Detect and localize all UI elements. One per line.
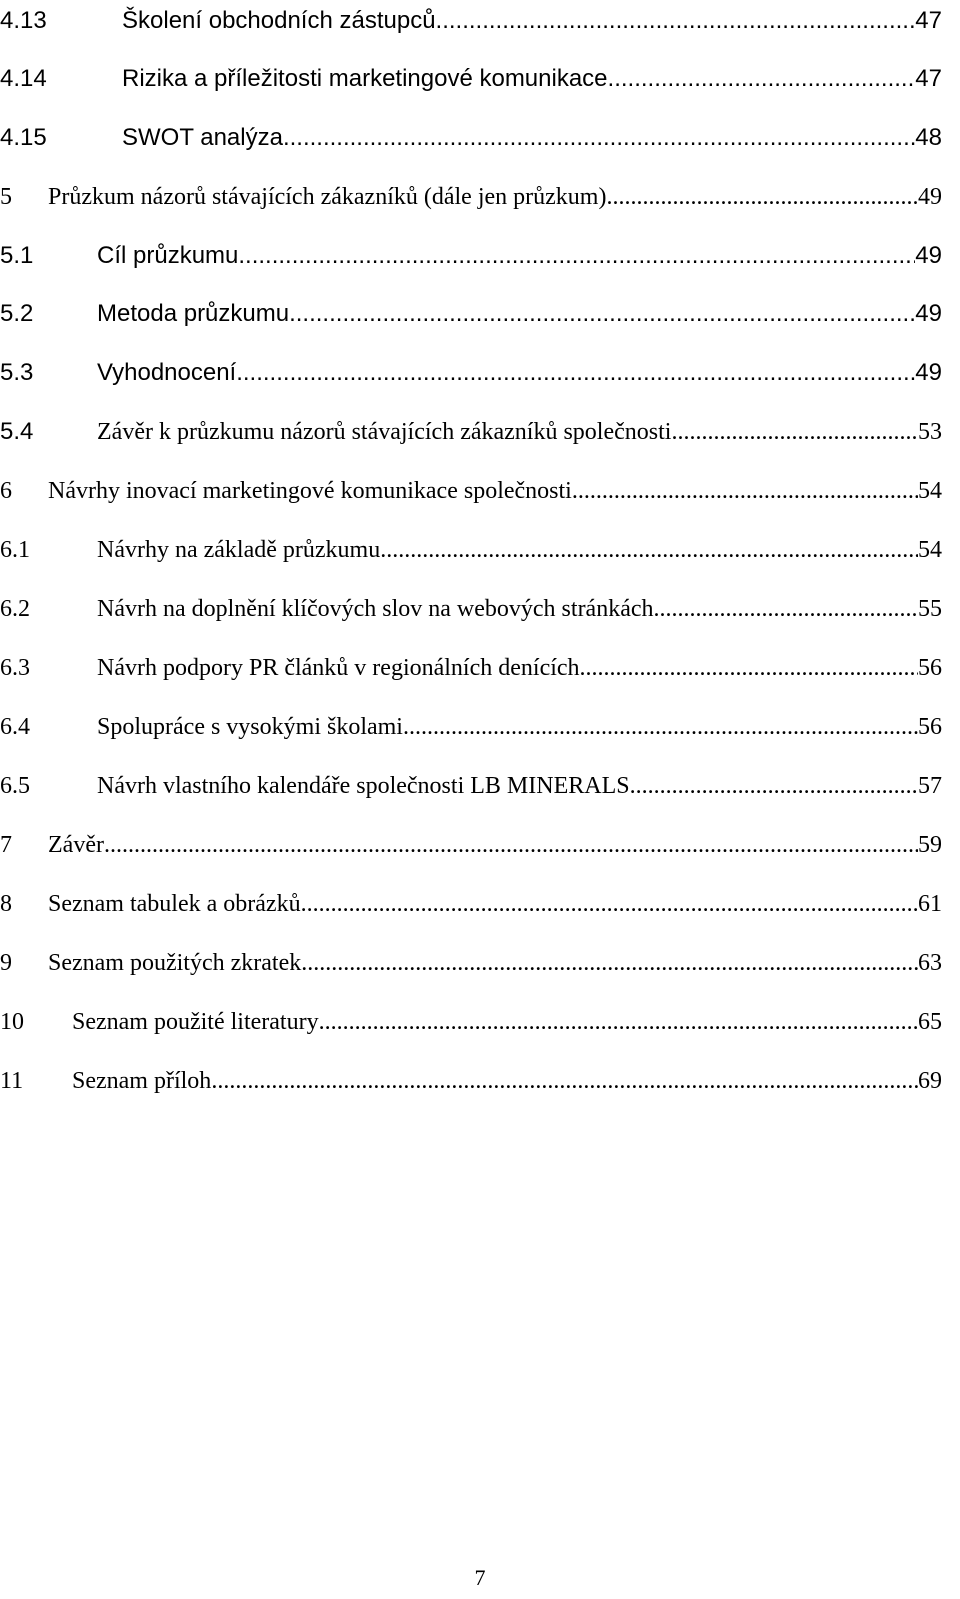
toc-entry-number: 5.4 <box>0 418 34 445</box>
toc-entry-title: Návrh vlastního kalendáře společnosti LB MINERALS <box>97 773 630 799</box>
toc-leader-dots <box>104 828 918 862</box>
toc-entry-content <box>122 62 942 96</box>
toc-leader-dots <box>630 769 918 803</box>
toc-entry[interactable] <box>0 769 960 803</box>
toc-entry-page: 48 <box>915 124 942 151</box>
toc-entry-title: Závěr <box>48 832 104 858</box>
toc-entry-content <box>122 4 942 38</box>
toc-entry-page: 47 <box>915 7 942 34</box>
toc-leader-dots <box>238 239 915 273</box>
toc-entry-title: Seznam použité literatury <box>72 1009 319 1035</box>
toc-leader-dots <box>580 651 918 685</box>
toc-entry[interactable] <box>0 121 960 155</box>
toc-entry-title: Vyhodnocení <box>97 359 237 386</box>
toc-entry-content <box>97 651 942 685</box>
toc-entry[interactable] <box>0 828 960 862</box>
toc-entry[interactable] <box>0 946 960 980</box>
toc-entry-title: SWOT analýza <box>122 124 283 151</box>
toc-entry-page: 63 <box>918 950 942 976</box>
toc-entry-page: 53 <box>918 419 942 445</box>
toc-entry-title: Cíl průzkumu <box>97 242 239 269</box>
toc-entry-page: 69 <box>918 1068 942 1094</box>
toc-entry-title: Školení obchodních zástupců <box>122 7 436 34</box>
toc-entry-number: 9 <box>0 950 12 976</box>
toc-entry-number: 11 <box>0 1068 24 1094</box>
toc-leader-dots <box>403 710 918 744</box>
toc-entry-content <box>48 828 942 862</box>
toc-entry[interactable] <box>0 710 960 744</box>
toc-entry-number: 6.2 <box>0 596 30 622</box>
toc-leader-dots <box>671 415 918 449</box>
toc-entry-number: 4.13 <box>0 7 47 34</box>
toc-entry-title: Návrhy na základě průzkumu <box>97 537 381 563</box>
toc-entry-number: 5.3 <box>0 359 34 386</box>
toc-entry-page: 57 <box>918 773 942 799</box>
toc-entry[interactable] <box>0 1005 960 1039</box>
toc-entry-number: 4.15 <box>0 124 47 151</box>
toc-entry-content <box>97 710 942 744</box>
toc-entry-content <box>97 769 942 803</box>
toc-entry-title: Seznam použitých zkratek <box>48 950 302 976</box>
toc-entry-title: Návrh na doplnění klíčových slov na webových stránkách <box>97 596 654 622</box>
toc-entry[interactable] <box>0 474 960 508</box>
toc-entry-number: 6.3 <box>0 655 30 681</box>
toc-entry-content <box>97 356 942 390</box>
toc-leader-dots <box>606 180 918 214</box>
toc-entry-number: 7 <box>0 832 12 858</box>
toc-leader-dots <box>608 62 916 96</box>
toc-entry-content <box>48 887 942 921</box>
toc-entry-number: 10 <box>0 1009 24 1035</box>
toc-entry[interactable] <box>0 533 960 567</box>
toc-entry[interactable] <box>0 239 960 273</box>
toc-entry-page: 54 <box>918 537 942 563</box>
toc-entry-page: 49 <box>918 184 942 210</box>
toc-entry[interactable] <box>0 297 960 331</box>
toc-entry[interactable] <box>0 4 960 38</box>
toc-leader-dots <box>301 946 918 980</box>
toc-entry-content <box>97 297 942 331</box>
toc-entry-title: Seznam tabulek a obrázků <box>48 891 301 917</box>
toc-entry-title: Metoda průzkumu <box>97 300 290 327</box>
toc-entry-page: 65 <box>918 1009 942 1035</box>
toc-entry[interactable] <box>0 356 960 390</box>
toc-entry[interactable] <box>0 887 960 921</box>
toc-entry[interactable] <box>0 415 960 449</box>
page-number: 7 <box>474 1565 486 1590</box>
toc-entry-page: 61 <box>918 891 942 917</box>
toc-leader-dots <box>319 1005 918 1039</box>
toc-entry-number: 5.2 <box>0 300 34 327</box>
toc-entry[interactable] <box>0 180 960 214</box>
toc-entry-page: 56 <box>918 714 942 740</box>
toc-entry-page: 47 <box>915 65 942 92</box>
toc-entry-content <box>48 180 942 214</box>
toc-entry-title: Spolupráce s vysokými školami <box>97 714 403 740</box>
toc-entry-title: Seznam příloh <box>72 1068 212 1094</box>
toc-entry-content <box>97 415 942 449</box>
toc-leader-dots <box>236 356 915 390</box>
toc-entry-content <box>48 474 942 508</box>
toc-entry-number: 6.1 <box>0 537 30 563</box>
toc-entry-title: Závěr k průzkumu názorů stávajících zákazníků společnosti <box>97 419 672 445</box>
toc-entry-number: 6.5 <box>0 773 30 799</box>
toc-entry-content <box>97 592 942 626</box>
toc-entry-page: 49 <box>915 359 942 386</box>
toc-entry-number: 5 <box>0 184 12 210</box>
toc-entry-title: Průzkum názorů stávajících zákazníků (dále jen průzkum) <box>48 184 607 210</box>
toc-entry[interactable] <box>0 1064 960 1098</box>
toc-entry-number: 4.14 <box>0 65 47 92</box>
toc-leader-dots <box>301 887 918 921</box>
toc-entry-title: Návrhy inovací marketingové komunikace společnosti <box>48 478 572 504</box>
toc-entry-content <box>48 946 942 980</box>
toc-entry-content <box>72 1064 942 1098</box>
toc-leader-dots <box>654 592 918 626</box>
toc-entry-page: 56 <box>918 655 942 681</box>
toc-entry-number: 6 <box>0 478 12 504</box>
toc-entry-page: 54 <box>918 478 942 504</box>
toc-entry-page: 49 <box>915 300 942 327</box>
toc-entry-content <box>97 239 942 273</box>
toc-entry-page: 49 <box>915 242 942 269</box>
toc-leader-dots <box>289 297 915 331</box>
toc-entry-page: 59 <box>918 832 942 858</box>
toc-leader-dots <box>211 1064 918 1098</box>
toc-entry-content <box>72 1005 942 1039</box>
toc-leader-dots <box>283 121 915 155</box>
toc-leader-dots <box>572 474 918 508</box>
toc-entry-content <box>97 533 942 567</box>
toc-entry-title: Návrh podpory PR článků v regionálních denících <box>97 655 580 681</box>
toc-entry-title: Rizika a příležitosti marketingové komunikace <box>122 65 608 92</box>
toc-entry[interactable] <box>0 651 960 685</box>
toc-entry-number: 5.1 <box>0 242 34 269</box>
toc-leader-dots <box>380 533 918 567</box>
toc-entry-number: 6.4 <box>0 714 30 740</box>
toc-entry[interactable] <box>0 592 960 626</box>
toc-entry-page: 55 <box>918 596 942 622</box>
toc-entry-content <box>122 121 942 155</box>
toc-leader-dots <box>436 4 916 38</box>
toc-entry-number: 8 <box>0 891 12 917</box>
toc-entry[interactable] <box>0 62 960 96</box>
